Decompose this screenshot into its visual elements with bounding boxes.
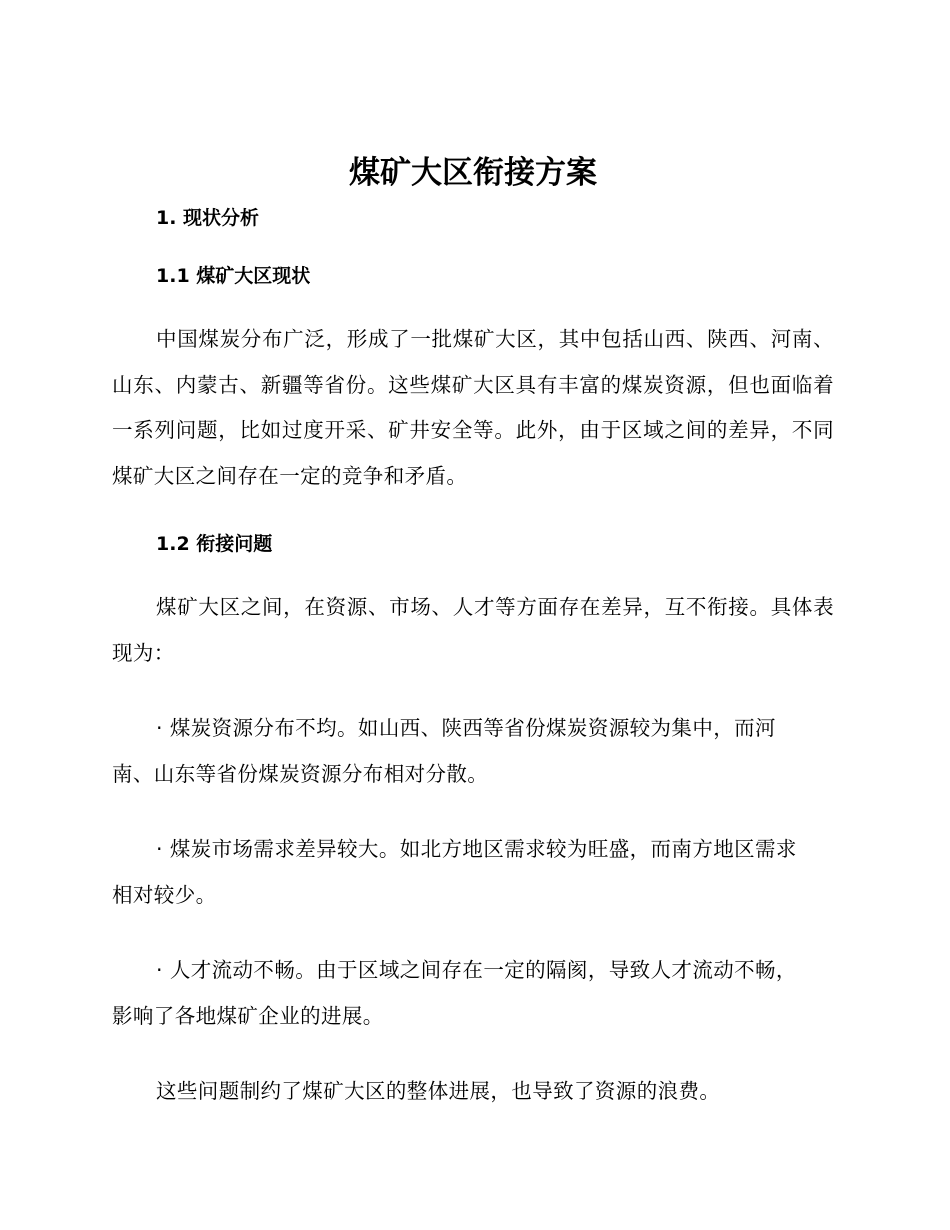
document-title: 煤矿大区衔接方案 (349, 155, 597, 191)
paragraph-status: 中国煤炭分布广泛，形成了一批煤矿大区，其中包括山西、陕西、河南、山东、内蒙古、新疆等省份。这些煤矿大区具有丰富的煤炭资源，但也面临着一系列问题，比如过度开采、矿井安全等。此外，由于区域之间的差异，不同煤矿大区之间存在一定的竞争和矛盾。 (112, 327, 834, 488)
bullet-line: · 煤炭市场需求差异较大。如北方地区需求较为旺盛，而南方地区需求 (156, 837, 797, 861)
bullet-item (112, 706, 834, 797)
document-body (112, 145, 834, 1115)
bullet-item (112, 827, 834, 918)
paragraph-intro: 煤矿大区之间，在资源、市场、人才等方面存在差异，互不衔接。具体表现为： (112, 595, 834, 665)
subsection-heading: 1.1 煤矿大区现状 (156, 265, 311, 287)
paragraph-conclusion: 这些问题制约了煤矿大区的整体进展，也导致了资源的浪费。 (156, 1079, 721, 1103)
bullet-line: 相对较少。 (112, 882, 217, 907)
bullet-line: · 人才流动不畅。由于区域之间存在一定的隔阂，导致人才流动不畅， (156, 958, 797, 982)
bullet-line: 南、山东等省份煤炭资源分布相对分散。 (112, 761, 489, 786)
subsection-heading: 1.2 衔接问题 (156, 533, 273, 555)
section-heading: 1. 现状分析 (156, 207, 260, 229)
bullet-line: 影响了各地煤矿企业的进展。 (112, 1003, 384, 1028)
bullet-line: · 煤炭资源分布不均。如山西、陕西等省份煤炭资源较为集中，而河 (156, 716, 776, 740)
bullet-item (112, 948, 834, 1039)
